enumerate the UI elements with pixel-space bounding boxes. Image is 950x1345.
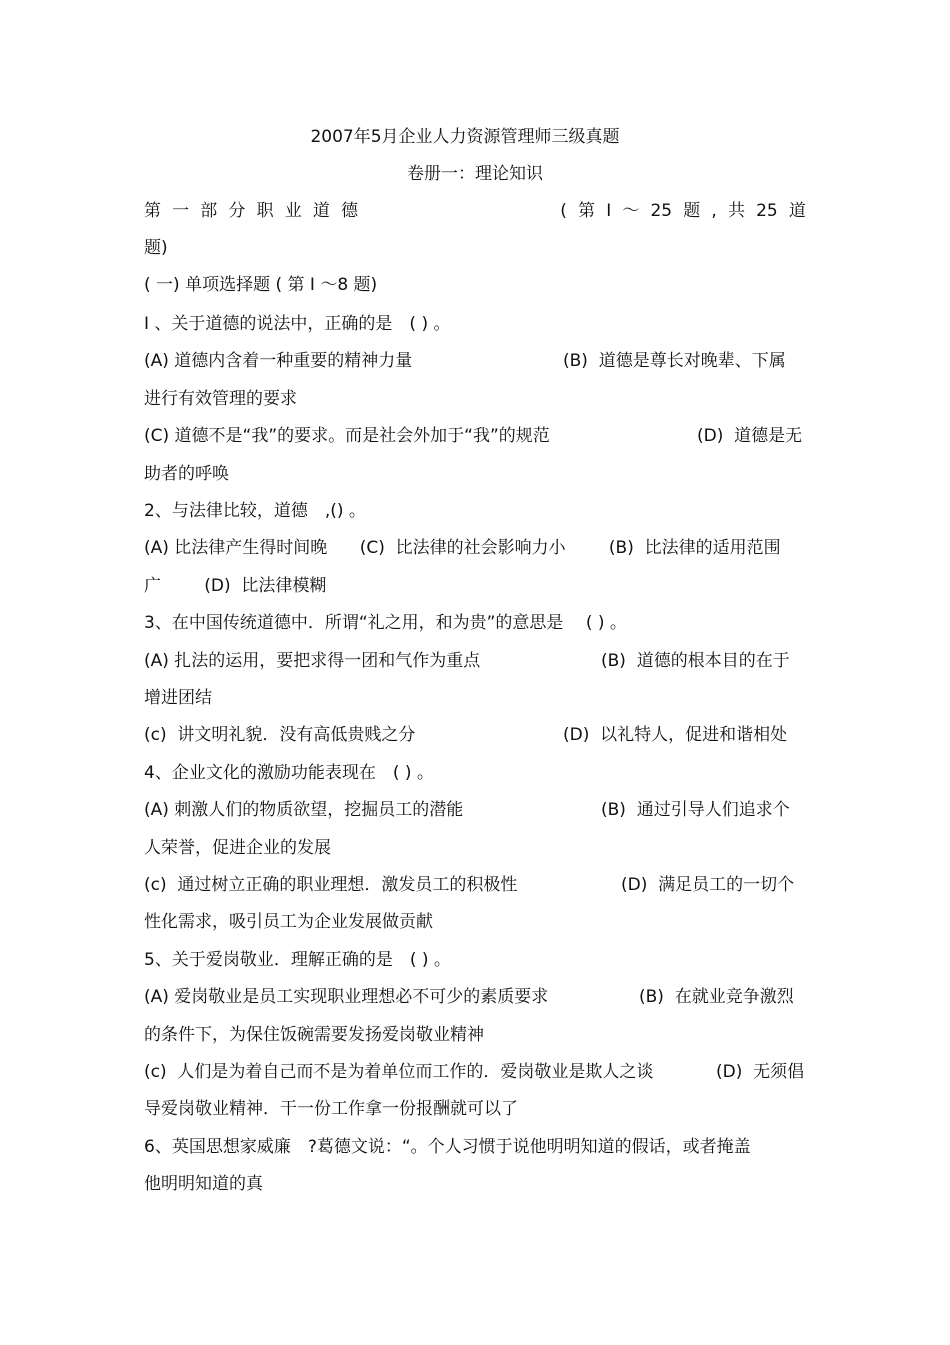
part-heading-char: 道 <box>788 201 806 221</box>
text-line-left: (c) 讲文明礼貌．没有高低贵贱之分 <box>144 725 416 745</box>
text-line-left: 的条件下，为保住饭碗需要发扬爱岗敬业精神 <box>144 1025 484 1045</box>
text-line-right: (D) 满足员工的一切个 <box>621 875 795 895</box>
part-heading-char: 分 <box>228 201 246 221</box>
part-heading-char: 第 <box>578 201 596 221</box>
text-line <box>144 837 331 859</box>
text-line-left: (c) 通过树立正确的职业理想．激发员工的积极性 <box>144 875 518 895</box>
text-line-left: (c) 人们是为着自己而不是为着单位而工作的．爱岗敬业是欺人之谈 <box>144 1062 654 1082</box>
text-line <box>144 388 297 410</box>
part-heading-char: 道 <box>312 201 330 221</box>
part-heading-char: 业 <box>284 201 302 221</box>
text-line-left: 增进团结 <box>144 688 212 708</box>
text-line-right: (D) 以礼特人，促进和谐相处 <box>563 725 788 745</box>
part-heading-char: 一 <box>172 201 190 221</box>
text-line-right: (B) 通过引导人们追求个 <box>601 800 790 820</box>
text-line <box>144 687 212 709</box>
text-line-left: (A) 刺激人们的物质欲望，挖掘员工的潜能 <box>144 800 464 820</box>
text-line <box>144 612 627 634</box>
text-line-left: 人荣誉，促进企业的发展 <box>144 838 331 858</box>
text-line-left: 他明明知道的真 <box>144 1174 263 1194</box>
text-line-left: 2、与法律比较，道德 ,() 。 <box>144 501 366 521</box>
text-line-left: 3、在中国传统道德中．所谓“礼之用，和为贵”的意思是 ( ) 。 <box>144 613 627 633</box>
text-line <box>144 799 463 821</box>
text-line <box>144 911 433 933</box>
part-heading-char: 题 <box>683 201 701 221</box>
text-line-right: (B) 道德的根本目的在于 <box>601 651 790 671</box>
text-line <box>144 350 412 372</box>
text-line <box>144 463 229 485</box>
part-heading-gap <box>369 200 549 222</box>
part-heading <box>144 200 806 222</box>
text-line-left: (A) 扎法的运用，要把求得一团和气作为重点 <box>144 651 481 671</box>
text-line <box>144 724 415 746</box>
text-line <box>144 1173 263 1195</box>
text-line-right: (B) 在就业竞争激烈 <box>639 987 794 1007</box>
text-line <box>144 1098 518 1120</box>
part-heading-char: 共 <box>727 201 745 221</box>
text-line-left: 性化需求，吸引员工为企业发展做贡献 <box>144 912 433 932</box>
text-line-left: 助者的呼唤 <box>144 464 229 484</box>
part-heading-char: , <box>711 201 717 221</box>
text-line-left: 进行有效管理的要求 <box>144 389 297 409</box>
document-title: 2007年5月企业人力资源管理师三级真题 <box>310 127 620 147</box>
section-heading: ( 一) 单项选择题 ( 第 I ～8 题) <box>144 275 378 295</box>
part-heading-char: 25 <box>650 201 673 221</box>
text-line <box>144 949 451 971</box>
text-line-left: (A) 道德内含着一种重要的精神力量 <box>144 351 413 371</box>
text-line <box>144 762 434 784</box>
part-heading-char: 职 <box>256 201 274 221</box>
text-line <box>144 500 366 522</box>
text-line <box>144 425 550 447</box>
part-heading-char: ( <box>560 201 567 221</box>
text-line-left: (C) 道德不是“我”的要求。而是社会外加于“我”的规范 <box>144 426 550 446</box>
text-line-left: (A) 爱岗敬业是员工实现职业理想必不可少的素质要求 <box>144 987 549 1007</box>
part-heading-wrap: 题) <box>144 238 168 258</box>
text-line-right: (D) 道德是无 <box>697 426 803 446</box>
part-heading-char: ～ <box>622 201 640 221</box>
text-line <box>144 313 451 335</box>
part-heading-char: 25 <box>756 201 778 221</box>
text-line <box>144 1024 484 1046</box>
text-line <box>144 537 781 559</box>
text-line-left: 5、关于爱岗敬业．理解正确的是 ( ) 。 <box>144 950 451 970</box>
text-line-right: (B) 道德是尊长对晚辈、下属 <box>563 351 786 371</box>
document-subtitle: 卷册一：理论知识 <box>407 164 543 184</box>
text-line <box>144 1061 653 1083</box>
text-line-left: 广 (D) 比法律模糊 <box>144 576 327 596</box>
part-heading-char: 第 <box>144 201 161 221</box>
text-line <box>144 575 326 597</box>
text-line-right: (D) 无须倡 <box>716 1062 805 1082</box>
text-line <box>144 650 480 672</box>
part-heading-char: I <box>606 201 612 221</box>
text-line-left: 4、企业文化的激励功能表现在 ( ) 。 <box>144 763 434 783</box>
text-line <box>144 874 517 896</box>
text-line-left: I 、关于道德的说法中，正确的是 ( ) 。 <box>144 314 451 334</box>
part-heading-char: 部 <box>200 201 218 221</box>
text-line <box>144 986 548 1008</box>
text-line-left: 6、英国思想家威廉 ?葛德文说：“。个人习惯于说他明明知道的假话，或者掩盖 <box>144 1137 751 1157</box>
text-line <box>144 1136 751 1158</box>
text-line-left: (A) 比法律产生得时间晚 (C) 比法律的社会影响力小 (B) 比法律的适用范围 <box>144 538 781 558</box>
part-heading-char: 德 <box>340 201 358 221</box>
text-line-left: 导爱岗敬业精神．干一份工作拿一份报酬就可以了 <box>144 1099 518 1119</box>
